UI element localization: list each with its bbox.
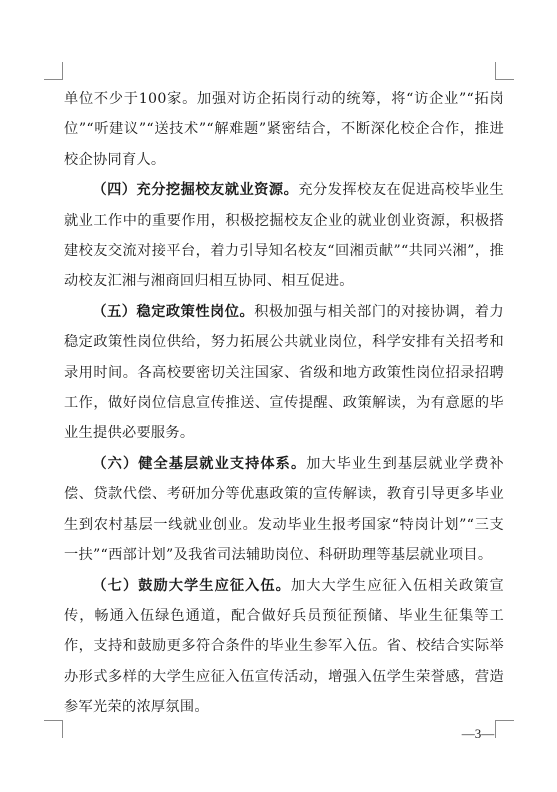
paragraph-body: 积极加强与相关部门的对接协调，着力稳定政策性岗位供给，努力拓展公共就业岗位，科学安排有关招考和录用时间。各高校要密切关注国家、省级和地方政策性岗位招录招聘工作，做好岗位信息宣传推送、宣传提醒、政策解读，为有意愿的毕业生提供必要服务。 — [64, 303, 504, 442]
crop-mark-bottom-left-vertical — [62, 720, 63, 738]
paragraph-body: 加大大学生应征入伍相关政策宣传，畅通入伍绿色通道，配合做好兵员预征预储、毕业生征集等工作，支持和鼓励更多符合条件的毕业生参军入伍。省、校结合实际举办形式多样的大学生应征入伍宣传活动，增强入伍学生荣誉感，营造参军光荣的浓厚氛围。 — [64, 577, 504, 716]
paragraph-body: 充分发挥校友在促进高校毕业生就业工作中的重要作用，积极挖掘校友企业的就业创业资源，积极搭建校友交流对接平台，着力引导知名校友“回湘贡献”“共同兴湘”，推动校友汇湘与湘商回归相互协同、相互促进。 — [64, 182, 505, 290]
paragraph-body: 加大毕业生到基层就业学费补偿、贷款代偿、考研加分等优惠政策的宣传解读，教育引导更多毕业生到农村基层一线就业创业。发动毕业生报考国家“特岗计划”“三支一扶”“西部计划”及我省司法辅助岗位、科研助理等基层就业项目。 — [64, 455, 505, 564]
crop-mark-top-right-horizontal — [495, 79, 514, 80]
crop-mark-top-left-vertical — [62, 62, 63, 80]
paragraph-military-enlistment — [64, 571, 504, 723]
section-heading: （六）健全基层就业支持体系。 — [92, 455, 307, 472]
document-body — [64, 84, 504, 723]
crop-mark-bottom-left-horizontal — [44, 720, 63, 721]
page-number: —3— — [461, 726, 495, 741]
paragraph-continuation — [64, 84, 504, 175]
section-heading: （七）鼓励大学生应征入伍。 — [92, 577, 291, 594]
paragraph-alumni-resources — [64, 175, 504, 297]
section-heading: （五）稳定政策性岗位。 — [92, 303, 255, 320]
crop-mark-top-left-horizontal — [44, 79, 63, 80]
crop-mark-top-right-vertical — [495, 62, 496, 80]
paragraph-body: 单位不少于100家。加强对访企拓岗行动的统筹，将“访企业”“拓岗位”“听建议”“送技术”“解难题”紧密结合，不断深化校企合作，推进校企协同育人。 — [64, 91, 504, 168]
paragraph-grassroots-support — [64, 449, 504, 571]
section-heading: （四）充分挖掘校友就业资源。 — [92, 182, 299, 199]
paragraph-policy-positions — [64, 297, 504, 449]
